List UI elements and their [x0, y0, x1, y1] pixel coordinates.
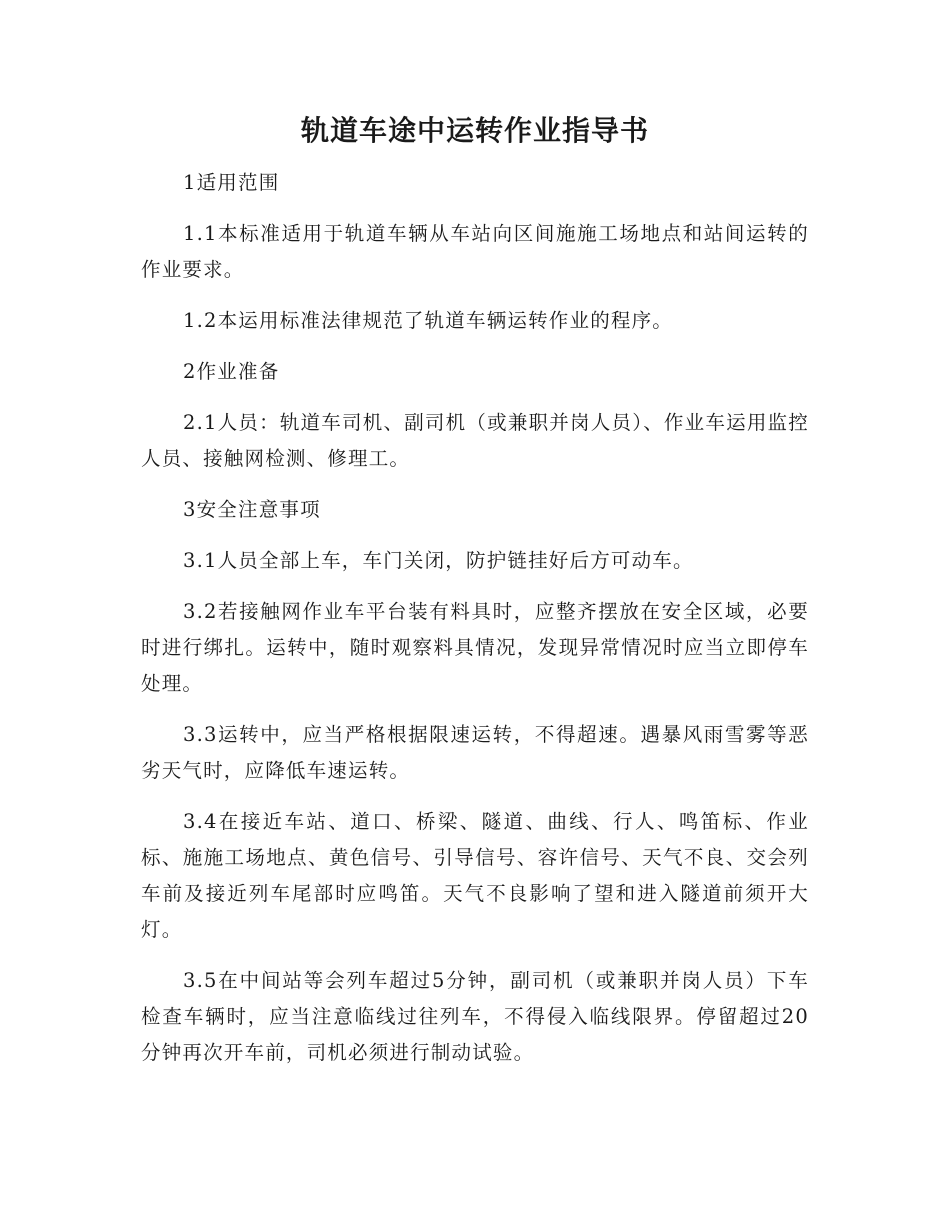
paragraph-1-2: 1.2本运用标准法律规范了轨道车辆运转作业的程序。 [183, 309, 674, 332]
paragraph-3-3: 3.3运转中，应当严格根据限速运转，不得超速。遇暴风雨雪雾等恶劣天气时，应降低车速运转。 [141, 723, 809, 782]
paragraph-3-1: 3.1人员全部上车，车门关闭，防护链挂好后方可动车。 [183, 549, 694, 572]
paragraph-2-1: 2.1人员：轨道车司机、副司机（或兼职并岗人员）、作业车运用监控人员、接触网检测、修理工。 [141, 411, 809, 470]
document-body [141, 165, 809, 1086]
section-heading-scope: 1适用范围 [183, 171, 280, 194]
section-heading-preparation: 2作业准备 [183, 360, 280, 383]
section-heading-safety: 3安全注意事项 [183, 498, 321, 521]
paragraph-3-4: 3.4在接近车站、道口、桥梁、隧道、曲线、行人、鸣笛标、作业标、施施工场地点、黄色信号、引导信号、容许信号、天气不良、交会列车前及接近列车尾部时应鸣笛。天气不良影响了望和进入隧道前须开大灯。 [141, 810, 809, 941]
paragraph-3-2: 3.2若接触网作业车平台装有料具时，应整齐摆放在安全区域，必要时进行绑扎。运转中，随时观察料具情况，发现异常情况时应当立即停车处理。 [141, 600, 809, 695]
document-title: 轨道车途中运转作业指导书 [300, 114, 649, 147]
paragraph-3-5: 3.5在中间站等会列车超过5分钟，副司机（或兼职并岗人员）下车检查车辆时，应当注意临线过往列车，不得侵入临线限界。停留超过20 分钟再次开车前，司机必须进行制动试验。 [141, 969, 809, 1064]
paragraph-1-1: 1.1本标准适用于轨道车辆从车站向区间施施工场地点和站间运转的作业要求。 [141, 222, 809, 281]
